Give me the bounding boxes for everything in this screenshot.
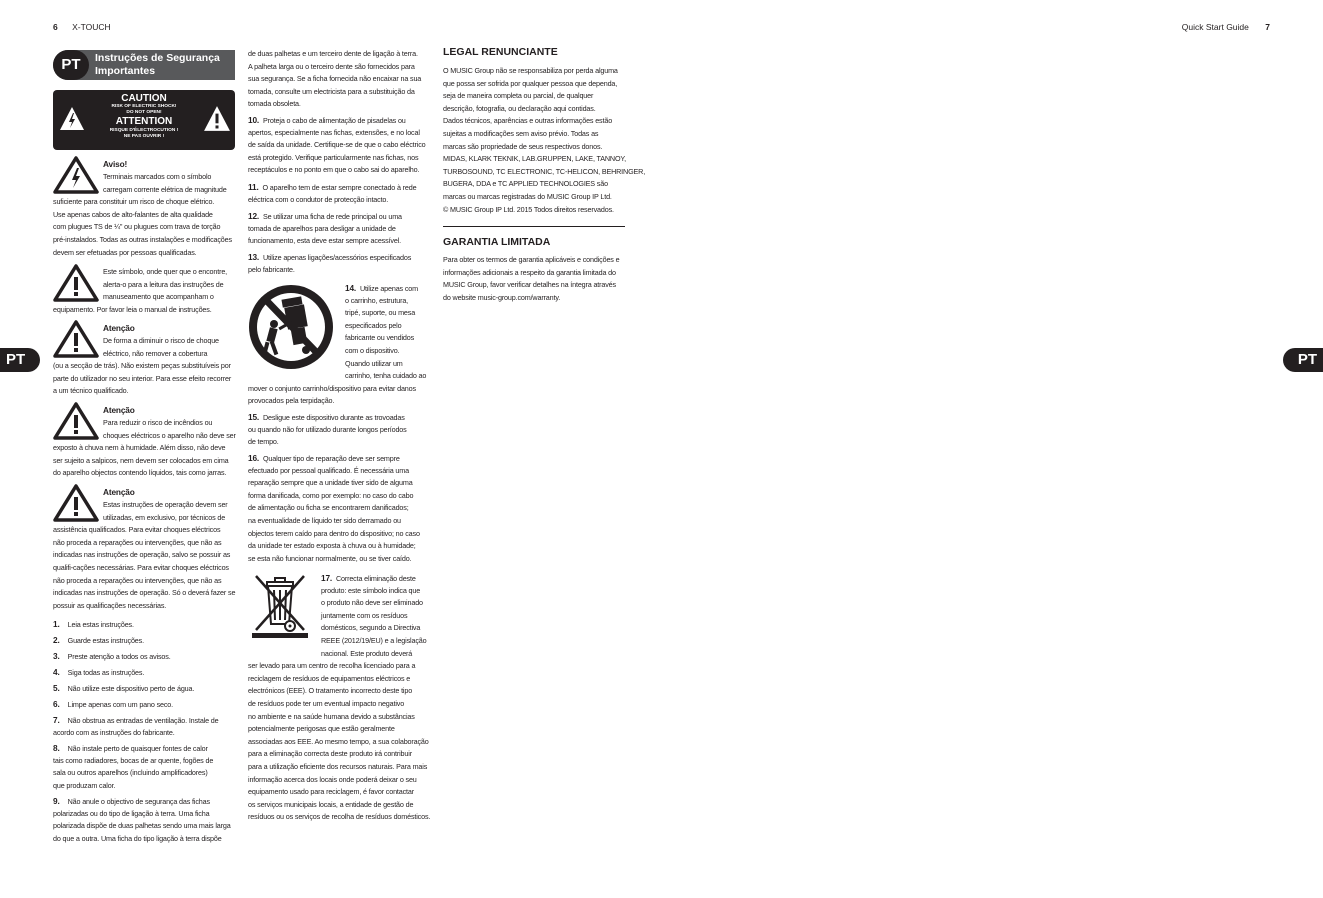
warning1-line4: com plugues TS de ¼" ou plugues com trava de torção xyxy=(53,222,221,232)
item-17-line11: os serviços municipais locais, a entidade de gestão de xyxy=(248,799,414,809)
warranty-heading: GARANTIA LIMITADA xyxy=(443,236,551,248)
warranty-line3: do website music-group.com/warranty. xyxy=(443,292,561,302)
item-16-line8: se esta não funcionar normalmente, ou se tiver caído. xyxy=(248,553,412,563)
page-header-right xyxy=(1182,22,1270,32)
caution-sub2: DO NOT OPEN! xyxy=(126,109,162,115)
item-17-line1: reciclagem de resíduos de equipamentos eléctricos e xyxy=(248,673,411,683)
list-item-9-line4: do que a outra. Uma ficha do tipo ligação à terra dispõe xyxy=(53,833,222,843)
warning1-line3: Use apenas cabos de alto-falantes de alta qualidade xyxy=(53,209,213,219)
warning5-line3: não proceda a reparações ou intervenções, que não as xyxy=(53,537,222,547)
warning4-line4: do aparelho objectos contendo líquidos, tais como jarras. xyxy=(53,468,227,478)
attention-sub2: NE PAS OUVRIR ! xyxy=(123,133,165,139)
item-16-line4: de alimentação ou ficha se encontrarem danificados; xyxy=(248,503,409,513)
warning4-line1: choques eléctricos o aparelho não deve ser xyxy=(103,430,236,440)
warning5-title: Atenção xyxy=(103,487,135,497)
exclamation-triangle-icon xyxy=(53,320,99,358)
item-17-line9: informação acerca dos locais onde poderá deixar o seu xyxy=(248,774,417,784)
warranty-line2: MUSIC Group, favor verificar detalhes na íntegra através xyxy=(443,280,616,290)
warning3-title: Atenção xyxy=(103,323,135,333)
item-14-side4: fabricante ou vendidos xyxy=(345,333,415,343)
legal-line8: TURBOSOUND, TC ELECTRONIC, TC-HELICON, BEHRINGER, xyxy=(443,166,646,176)
attention-label: ATTENTION xyxy=(115,116,173,127)
page-header-left xyxy=(53,22,111,32)
legal-line9: BUGERA, DDA e TC APPLIED TECHNOLOGIES são xyxy=(443,179,608,189)
warning3-line0: De forma a diminuir o risco de choque xyxy=(103,336,219,345)
list-item-6: 6. Limpe apenas com um pano seco. xyxy=(53,699,173,709)
warning3-line4: a um técnico qualificado. xyxy=(53,386,129,396)
item-17-line6: associadas aos EEE. Ao mesmo tempo, a sua colaboração xyxy=(248,736,429,746)
warning2-line3: equipamento. Por favor leia o manual de instruções. xyxy=(53,304,212,314)
item-15-line1: ou quando não for utilizado durante longos períodos xyxy=(248,424,407,434)
legal-line1: que possa ser sofrida por qualquer pessoa que dependa, xyxy=(443,78,618,88)
item-17-side2: o produto não deve ser eliminado xyxy=(321,598,423,608)
warning1-line2: suficiente para constituir um risco de choque elétrico. xyxy=(53,197,215,207)
caution-box xyxy=(53,90,235,150)
list-item-1: 1. Leia estas instruções. xyxy=(53,619,134,629)
col2-cont-line0: de duas palhetas e um terceiro dente de ligação à terra. xyxy=(248,49,418,58)
item-17-line8: para a utilização eficiente dos recursos naturais. Para mais xyxy=(248,762,428,771)
item-16-line3: forma danificada, como por exemplo: no caso do cabo xyxy=(248,490,414,500)
warning1-line1: carregam corrente elétrica de magnitude xyxy=(103,184,227,194)
warning5-line8: possuir as qualificações necessárias. xyxy=(53,600,167,610)
cart-warning-icon xyxy=(248,284,334,370)
item-14-side5: com o dispositivo. xyxy=(345,346,400,355)
item-14-side1: o carrinho, estrutura, xyxy=(345,295,409,305)
exclamation-triangle-icon xyxy=(53,264,99,302)
warning4-line3: ser sujeito a salpicos, nem devem ser colocados em cima xyxy=(53,455,229,465)
left-page-number: 6 xyxy=(53,22,58,32)
legal-line4: Dados técnicos, aparências e outras informações estão xyxy=(443,116,613,126)
warranty-line1: informações adicionais a respeito da garantia limitada do xyxy=(443,267,616,277)
item-14-side2: tripé, suporte, ou mesa xyxy=(345,308,416,318)
warning3-line3: parte do utilizador no seu interior. Para esse efeito recorrer xyxy=(53,373,232,383)
item-16: 16. Qualquer tipo de reparação deve ser sempre xyxy=(248,453,400,463)
warning5-line0: Estas instruções de operação devem ser xyxy=(103,500,228,509)
item-10-line4: receptáculos e no ponto em que o cabo sai do aparelho. xyxy=(248,165,420,175)
warning1-line0: Terminais marcados com o símbolo xyxy=(103,172,212,181)
section-badge xyxy=(53,50,235,80)
legal-line7: MIDAS, KLARK TEKNIK, LAB.GRUPPEN, LAKE, TANNOY, xyxy=(443,154,626,164)
list-item-3: 3. Preste atenção a todos os avisos. xyxy=(53,651,171,661)
right-language-tab: PT xyxy=(1283,348,1323,372)
col2-cont-line4: tomada obsoleta. xyxy=(248,99,301,109)
warning4-title: Atenção xyxy=(103,405,135,415)
item-17-line10: equipamento usado para reciclagem, é favor contactar xyxy=(248,787,414,797)
item-12: 12. Se utilizar uma ficha de rede principal ou uma xyxy=(248,211,402,221)
item-17-side4: domésticos, segundo a Directiva xyxy=(321,623,421,633)
list-item-9: 9. Não anule o objectivo de segurança das fichas xyxy=(53,796,210,806)
section-title-line2: Importantes xyxy=(95,65,156,77)
item-17-line5: potencialmente perigosas que estão geralmente xyxy=(248,724,395,734)
warning2-line0: Este símbolo, onde quer que o encontre, xyxy=(103,267,228,276)
item-17-line12: resíduos ou os serviços de recolha de resíduos domésticos. xyxy=(248,812,431,822)
warning3-line1: eléctrico, não remover a cobertura xyxy=(103,348,208,358)
warning1-title: Aviso! xyxy=(103,159,128,169)
item-17-line2: electrónicos (EEE). O tratamento incorrecto deste tipo xyxy=(248,686,413,696)
legal-line3: descrição, fotografia, ou declaração aqui contidas. xyxy=(443,103,596,113)
item-10-line3: está protegido. Verifique particularmente nas fichas, nos xyxy=(248,152,419,162)
item-10: 10. Proteja o cabo de alimentação de pisadelas ou xyxy=(248,115,406,125)
left-language-tab: PT xyxy=(0,348,40,372)
list-item-8-line3: sala ou outros aparelhos (incluindo amplificadores) xyxy=(53,768,208,778)
item-14-side3: especificados pelo xyxy=(345,320,402,330)
exclamation-triangle-icon xyxy=(53,484,99,522)
right-page-number: 7 xyxy=(1265,22,1270,32)
warning4-line0: Para reduzir o risco de incêndios ou xyxy=(103,418,213,427)
item-17-line7: para a eliminação correcta deste produto irá contribuir xyxy=(248,749,412,759)
legal-line11: © MUSIC Group IP Ltd. 2015 Todos direitos reservados. xyxy=(443,204,614,214)
warning5-line4: indicadas nas instruções de operação, salvo se possuir as xyxy=(53,550,231,560)
list-item-8-line2: tais como radiadores, bocas de ar quente, fogões de xyxy=(53,755,214,765)
item-12-line2: funcionamento, esta deve estar sempre acessível. xyxy=(248,236,402,246)
warning5-line5: qualifi-cações necessárias. Para evitar choques eléctricos xyxy=(53,563,229,572)
crossed-bin-icon xyxy=(250,572,310,638)
caution-label: CAUTION xyxy=(121,93,167,104)
legal-line10: marcas ou marcas registradas do MUSIC Group IP Ltd. xyxy=(443,192,612,201)
item-13-line1: pelo fabricante. xyxy=(248,264,295,274)
item-10-line2: de saída da unidade. Certifique-se de que o cabo eléctrico xyxy=(248,140,426,150)
item-17-side1: produto: este símbolo indica que xyxy=(321,585,421,595)
item-12-line1: tomada de aparelhos para desligar a unidade de xyxy=(248,223,396,233)
attention-sub1: RISQUE D'ÉLECTROCUTION ! xyxy=(109,128,179,133)
item-13: 13. Utilize apenas ligações/acessórios especificados xyxy=(248,252,412,262)
list-item-7: 7. Não obstrua as entradas de ventilação. Instale de xyxy=(53,715,219,725)
item-16-line5: na eventualidade de líquido ter sido derramado ou xyxy=(248,516,401,525)
item-11: 11. O aparelho tem de estar sempre conectado à rede xyxy=(248,182,417,192)
exclamation-warning-icon xyxy=(203,105,231,133)
item-15: 15. Desligue este dispositivo durante as trovoadas xyxy=(248,412,405,422)
item-17-side3: juntamente com os resíduos xyxy=(321,610,408,620)
legal-line5: sujeitas a modificações sem aviso prévio. Todas as xyxy=(443,129,599,138)
section-divider xyxy=(443,226,625,227)
item-17-line3: de resíduos pode ter um eventual impacto negativo xyxy=(248,699,405,708)
col2-cont-line3: tomada, consulte um electricista para a substituição da xyxy=(248,86,415,96)
warning1-line5: pré-instalados. Todas as outras instalações e modificações xyxy=(53,235,232,244)
warning4-line2: exposto à chuva nem à humidade. Além disso, não deve xyxy=(53,443,226,453)
electric-shock-triangle-icon xyxy=(53,156,99,194)
item-16-line6: objectos terem caído para dentro do dispositivo; no caso xyxy=(248,528,420,538)
legal-disclaimer-heading: LEGAL RENUNCIANTE xyxy=(443,46,558,58)
item-16-line2: reparação sempre que a unidade tiver sido de alguma xyxy=(248,478,413,488)
item-16-line7: da unidade ter estado exposta à chuva ou à humidade; xyxy=(248,541,416,551)
item-10-line1: apertos, especialmente nas fichas, extensões, e no local xyxy=(248,127,420,137)
warning5-line7: indicadas nas instruções de operação. Só o deverá fazer se xyxy=(53,588,236,598)
item-15-line2: de tempo. xyxy=(248,437,279,447)
caution-sub1: RISK OF ELECTRIC SHOCK! xyxy=(111,104,177,109)
item-17-line0: ser levado para um centro de recolha licenciado para a xyxy=(248,661,416,671)
item-16-line1: efectuado por pessoal qualificado. É necessária uma xyxy=(248,465,409,475)
list-item-8-line4: que produzam calor. xyxy=(53,780,116,790)
warranty-line0: Para obter os termos de garantia aplicáveis e condições e xyxy=(443,255,620,264)
legal-line0: O MUSIC Group não se responsabiliza por perda alguma xyxy=(443,66,618,75)
list-item-7-line2: acordo com as instruções do fabricante. xyxy=(53,727,175,737)
item-11-line1: eléctrica com o condutor de protecção intacto. xyxy=(248,194,389,204)
item-17-side6: nacional. Este produto deverá xyxy=(321,648,413,658)
item-14-line0: mover o conjunto carrinho/dispositivo para evitar danos xyxy=(248,383,416,393)
warning3-line2: (ou a secção de trás). Não existem peças substituíveis por xyxy=(53,361,231,371)
col2-cont-line2: sua segurança. Se a ficha fornecida não encaixar na sua xyxy=(248,74,422,84)
right-header-title: Quick Start Guide xyxy=(1181,22,1249,32)
list-item-9-line2: polarizadas ou do tipo de ligação à terra. Uma ficha xyxy=(53,808,210,818)
list-item-4: 4. Siga todas as instruções. xyxy=(53,667,145,677)
warning1-line6: devem ser efetuadas por pessoas qualificadas. xyxy=(53,247,197,257)
list-item-2: 2. Guarde estas instruções. xyxy=(53,635,144,645)
section-badge-code: PT xyxy=(53,50,89,80)
item-14: 14. Utilize apenas com xyxy=(345,283,418,293)
warning5-line2: assistência qualificados. Para evitar choques eléctricos xyxy=(53,525,221,535)
lightning-warning-icon xyxy=(59,106,85,132)
warning2-line1: alerta-o para a leitura das instruções de xyxy=(103,279,224,289)
item-14-line1: provocados pela terpidação. xyxy=(248,396,335,406)
item-17-side5: REEE (2012/19/EU) e a legislação xyxy=(321,636,427,645)
exclamation-triangle-icon xyxy=(53,402,99,440)
list-item-9-line3: polarizada dispõe de duas palhetas sendo uma mais larga xyxy=(53,821,231,831)
legal-line6: marcas são propriedade de seus respectivos donos. xyxy=(443,141,603,151)
list-item-5: 5. Não utilize este dispositivo perto de água. xyxy=(53,683,195,693)
item-14-side6: Quando utilizar um xyxy=(345,358,403,368)
warning5-line6: não proceda a reparações ou intervenções, que não as xyxy=(53,575,222,585)
item-17-line4: no ambiente e na saúde humana devido a substâncias xyxy=(248,711,415,721)
warning5-line1: utilizadas, em exclusivo, por técnicos de xyxy=(103,512,226,522)
left-header-title: X-TOUCH xyxy=(72,22,111,32)
legal-line2: seja de maneira completa ou parcial, de qualquer xyxy=(443,91,594,101)
list-item-8: 8. Não instale perto de quaisquer fontes de calor xyxy=(53,743,208,753)
section-title-line1: Instruções de Segurança xyxy=(95,52,220,64)
item-17: 17. Correcta eliminação deste xyxy=(321,573,416,583)
warning2-line2: manuseamento que acompanham o xyxy=(103,292,214,302)
col2-cont-line1: A palheta larga ou o terceiro dente são fornecidos para xyxy=(248,61,415,71)
item-14-side7: carrinho, tenha cuidado ao xyxy=(345,371,427,381)
